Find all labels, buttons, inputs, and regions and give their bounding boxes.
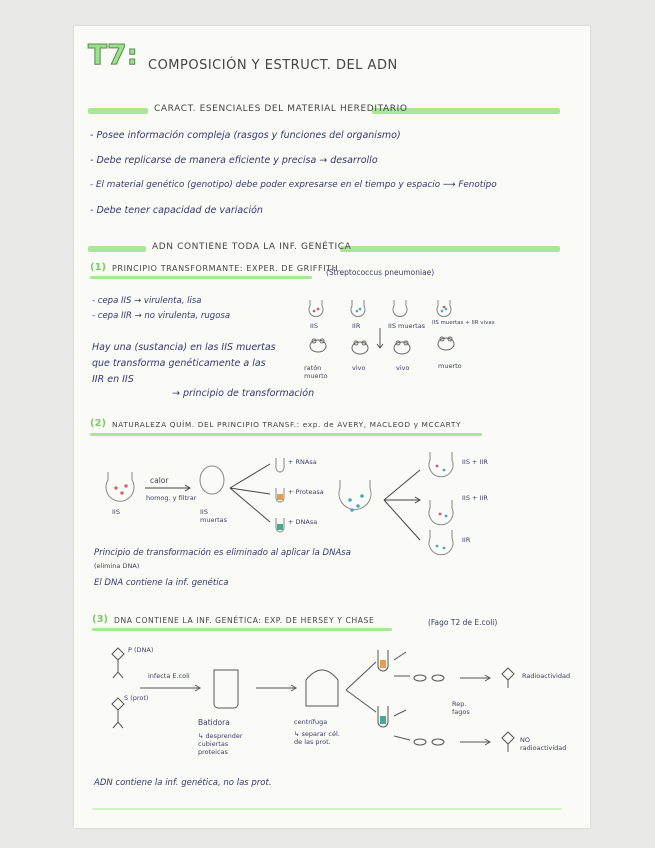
enzyme-label: + RNAsa <box>288 458 317 466</box>
tube-label: IIS <box>310 322 318 330</box>
mouse-label: ratón muerto <box>304 364 328 380</box>
tube-label: IIS muertas <box>388 322 426 330</box>
griffith-para-4: → principio de transformación <box>172 388 315 399</box>
conclusion-1b: (elimina DNA) <box>94 562 140 570</box>
page-title: COMPOSICIÓN Y ESTRUCT. DEL ADN <box>148 58 398 73</box>
sub3-note: (Fago T2 de E.coli) <box>428 618 498 627</box>
sub3-number: (3) <box>92 614 109 625</box>
cepa-s: - cepa IIS → virulenta, lisa <box>92 296 202 306</box>
mouse-label: vivo <box>352 364 366 372</box>
result-label: IIR <box>462 536 471 544</box>
conclusion-2: El DNA contiene la inf. genética <box>94 578 229 588</box>
s-label: S (prot) <box>124 694 149 702</box>
bullet-3: - El material genético (genotipo) debe poder expresarse en el tiempo y espacio ⟶ Fenotipo <box>90 180 497 190</box>
tube-label: IIS <box>112 508 120 516</box>
enzyme-label: + Proteasa <box>288 488 324 496</box>
tube-label: IIR <box>352 322 361 330</box>
centrifuge-note: ↳ separar cél. de las prot. <box>294 730 340 746</box>
sub1-number: (1) <box>90 262 107 273</box>
heat-label-2: homog. y filtrar <box>146 494 197 502</box>
p-label: P (DNA) <box>128 646 154 654</box>
sub2-number: (2) <box>90 418 107 429</box>
sub1-note: (Streptococcus pneumoniae) <box>326 268 435 277</box>
heat-label: calor <box>150 476 169 485</box>
griffith-para-3: IIR en IIS <box>92 374 134 385</box>
bullet-4: - Debe tener capacidad de variación <box>90 205 263 216</box>
page-bottom-line <box>92 808 562 810</box>
infect-label: infecta E.coli <box>148 672 190 680</box>
section1-heading: CARACT. ESENCIALES DEL MATERIAL HEREDITARIO <box>154 104 408 114</box>
cepa-r: - cepa IIR → no virulenta, rugosa <box>92 311 231 321</box>
mouse-label: muerto <box>438 362 462 370</box>
centrifuge-label: centrífuga <box>294 718 328 726</box>
rep-label: Rep. fagos <box>452 700 470 716</box>
radio-label: Radioactividad <box>522 672 571 680</box>
section2-heading: ADN CONTIENE TODA LA INF. GENÉTICA <box>152 242 352 252</box>
sub1-title: PRINCIPIO TRANSFORMANTE: EXPER. DE GRIFFITH <box>112 264 339 273</box>
bullet-1: - Posee información compleja (rasgos y funciones del organismo) <box>90 130 401 141</box>
mouse-label: vivo <box>396 364 410 372</box>
griffith-para-2: que transforma genéticamente a las <box>92 358 266 369</box>
blender-note: ↳ desprender cubiertas proteicas <box>198 732 243 756</box>
blender-label: Batidora <box>198 718 230 727</box>
sub3-title: DNA CONTIENE LA INF. GENÉTICA: EXP. DE HERSEY Y CHASE <box>114 616 375 625</box>
griffith-para-1: Hay una (sustancia) en las IIS muertas <box>92 342 276 353</box>
result-label: IIS + IIR <box>462 458 488 466</box>
sub2-title: NATURALEZA QUÍM. DEL PRINCIPIO TRANSF.: exp. de AVERY, MACLEOD y MCCARTY <box>112 420 462 429</box>
dead-label: IIS muertas <box>200 508 228 524</box>
final-conclusion: ADN contiene la inf. genética, no las prot. <box>94 778 272 788</box>
conclusion-1: Principio de transformación es eliminado al aplicar la DNAsa <box>94 548 351 558</box>
bullet-2: - Debe replicarse de manera eficiente y precisa → desarrollo <box>90 155 378 166</box>
result-label: IIS + IIR <box>462 494 488 502</box>
no-radio-label: NO radioactividad <box>520 736 567 752</box>
tube-label: IIS muertas + IIR vivas <box>432 320 495 326</box>
title-number: T7: <box>88 38 138 71</box>
enzyme-label: + DNAsa <box>288 518 318 526</box>
